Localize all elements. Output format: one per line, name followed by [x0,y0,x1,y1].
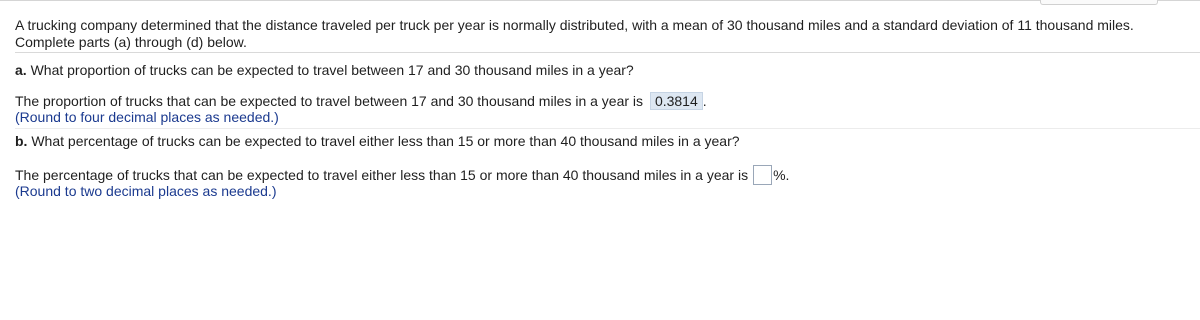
part-b-question-text: What percentage of trucks can be expected to travel either less than 15 or more than 40 thousand miles in a year? [31,133,740,149]
part-b-answer-line [15,165,789,185]
part-a-question-text: What proportion of trucks can be expected to travel between 17 and 30 thousand miles in a year? [30,62,634,78]
top-border [0,0,1200,5]
part-a-answer-line [15,92,707,110]
intro-divider [15,52,1200,53]
part-separator [15,128,1200,129]
part-b-hint: (Round to two decimal places as needed.) [15,183,277,199]
part-a-hint: (Round to four decimal places as needed.) [15,109,279,125]
part-a-label: a. [15,62,27,78]
part-a-answer-prefix: The proportion of trucks that can be expected to travel between 17 and 30 thousand miles in a year is [15,93,644,109]
part-a-answer-suffix: . [702,93,707,109]
part-b-label: b. [15,133,28,149]
part-b-question [15,133,740,150]
problem-intro: A trucking company determined that the distance traveled per truck per year is normally distributed, with a mean of 30 thousand miles and a standard deviation of 11 thousand miles. Complete parts (a) through (d) below. [15,17,1134,50]
part-a-answer-value[interactable]: 0.3814 [650,92,703,110]
part-b-answer-prefix: The percentage of trucks that can be expected to travel either less than 15 or more than 40 thousand miles in a year is [15,167,749,183]
part-a-question [15,62,634,79]
part-b-answer-suffix: %. [773,167,790,183]
part-b-answer-input[interactable] [753,165,772,185]
top-tab-handle [1040,0,1158,5]
